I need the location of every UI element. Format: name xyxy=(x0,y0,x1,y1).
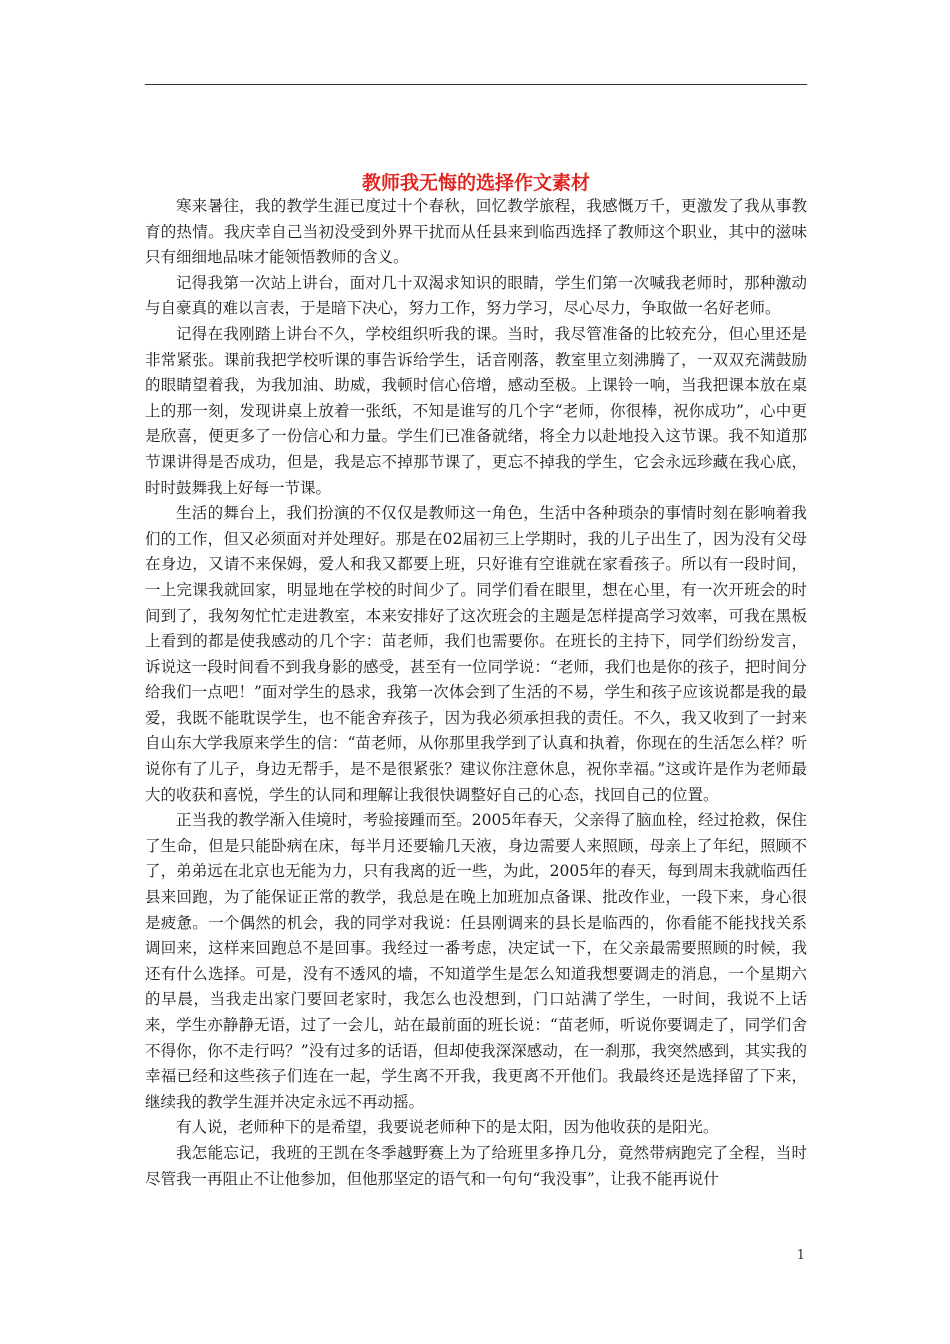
page-number: 1 xyxy=(796,1248,805,1263)
document-body xyxy=(145,194,807,1192)
document-title: 教师我无悔的选择作文素材 xyxy=(361,172,590,194)
paragraph: 寒来暑往，我的教学生涯已度过十个春秋，回忆教学旅程，我感慨万千，更激发了我从事教育的热情。我庆幸自己当初没受到外界干扰而从任县来到临西选择了教师这个职业，其中的滋味只有细细地品味才能领悟教师的含义。 xyxy=(145,197,807,267)
header-rule xyxy=(145,84,807,85)
paragraph: 生活的舞台上，我们扮演的不仅仅是教师这一角色，生活中各种琐杂的事情时刻在影响着我们的工作，但又必须面对并处理好。那是在02届初三上学期时，我的儿子出生了，因为没有父母在身边，又请不来保姆，爱人和我又都要上班，只好谁有空谁就在家看孩子。所以有一段时间，一上完课我就回家，明显地在学校的时间少了。同学们看在眼里，想在心里，有一次开班会的时间到了，我匆匆忙忙走进教室，本来安排好了这次班会的主题是怎样提高学习效率，可我在黑板上看到的都是使我感动的几个字：苗老师，我们也需要你。在班长的主持下，同学们纷纷发言，诉说这一段时间看不到我身影的感受，甚至有一位同学说：“老师，我们也是你的孩子，把时间分给我们一点吧！”面对学生的恳求，我第一次体会到了生活的不易，学生和孩子应该说都是我的最爱，我既不能耽误学生，也不能舍弃孩子，因为我必须承担我的责任。不久，我又收到了一封来自山东大学我原来学生的信：“苗老师，从你那里我学到了认真和执着，你现在的生活怎么样？听说你有了儿子，身边无帮手，是不是很紧张？建议你注意休息，祝你幸福。”这或许是作为老师最大的收获和喜悦，学生的认同和理解让我很快调整好自己的心态，找回自己的位置。 xyxy=(145,504,807,804)
paragraph: 有人说，老师种下的是希望，我要说老师种下的是太阳，因为他收获的是阳光。 xyxy=(176,1118,719,1137)
paragraph: 我怎能忘记，我班的王凯在冬季越野赛上为了给班里多挣几分，竟然带病跑完了全程，当时尽管我一再阻止不让他参加，但他那坚定的语气和一句句“我没事”，让我不能再说什 xyxy=(145,1143,807,1188)
paragraph: 记得我第一次站上讲台，面对几十双渴求知识的眼睛，学生们第一次喊我老师时，那种激动与自豪真的难以言表，于是暗下决心，努力工作，努力学习，尽心尽力，争取做一名好老师。 xyxy=(145,273,807,318)
paragraph: 记得在我刚踏上讲台不久，学校组织听我的课。当时，我尽管准备的比较充分，但心里还是非常紧张。课前我把学校听课的事告诉给学生，话音刚落，教室里立刻沸腾了，一双双充满鼓励的眼睛望着我，为我加油、助威，我顿时信心倍增，感动至极。上课铃一响，当我把课本放在桌上的那一刻，发现讲桌上放着一张纸，不知是谁写的几个字“老师，你很棒，祝你成功”，心中更是欣喜，便更多了一份信心和力量。学生们已准备就绪，将全力以赴地投入这节课。我不知道那节课讲得是否成功，但是，我是忘不掉那节课了，更忘不掉我的学生，它会永远珍藏在我心底，时时鼓舞我上好每一节课。 xyxy=(145,324,807,497)
paragraph: 正当我的教学渐入佳境时，考验接踵而至。2005年春天，父亲得了脑血栓，经过抢救，保住了生命，但是只能卧病在床，每半月还要输几天液，身边需要人来照顾，母亲上了年纪，照顾不了，弟弟远在北京也无能为力，只有我离的近一些，为此，2005年的春天，每到周末我就临西任县来回跑，为了能保证正常的教学，我总是在晚上加班加点备课、批改作业，一段下来，身心很是疲惫。一个偶然的机会，我的同学对我说：任县刚调来的县长是临西的，你看能不能找找关系调回来，这样来回跑总不是回事。我经过一番考虑，决定试一下，在父亲最需要照顾的时候，我还有什么选择。可是，没有不透风的墙，不知道学生是怎么知道我想要调走的消息，一个星期六的早晨，当我走出家门要回老家时，我怎么也没想到，门口站满了学生，一时间，我说不上话来，学生亦静静无语，过了一会儿，站在最前面的班长说：“苗老师，听说你要调走了，同学们舍不得你，你不走行吗？”没有过多的话语，但却使我深深感动，在一刹那，我突然感到，其实我的幸福已经和这些孩子们连在一起，学生离不开我，我更离不开他们。我最终还是选择留了下来，继续我的教学生涯并决定永远不再动摇。 xyxy=(145,811,807,1111)
